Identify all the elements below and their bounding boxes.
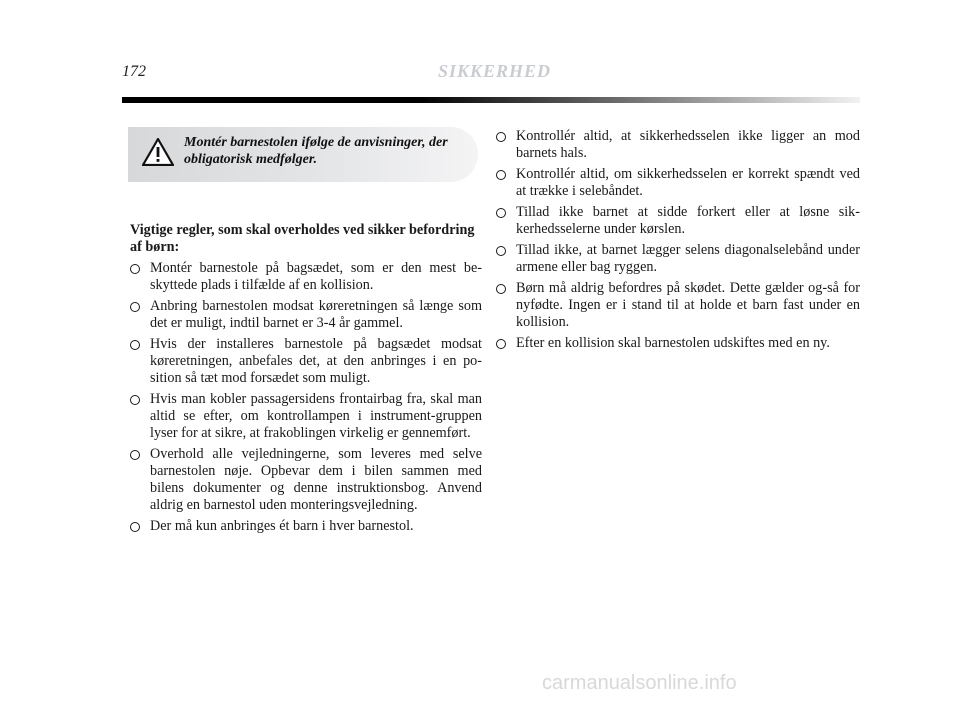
bullet-icon	[496, 132, 506, 142]
watermark: carmanualsonline.info	[542, 672, 737, 694]
list-item: Montér barnestole på bagsædet, som er den mest be-skyttede plads i tilfælde af en kollision.	[130, 260, 482, 294]
bullet-icon	[130, 395, 140, 405]
list-item: Børn må aldrig befordres på skødet. Dette gælder og-så for nyfødte. Ingen er i stand til at holde et barn fast under en kollision.	[496, 280, 860, 331]
rules-list	[130, 260, 482, 535]
list-item: Tillad ikke barnet at sidde forkert eller at løsne sik-kerhedsselerne under kørslen.	[496, 204, 860, 238]
bullet-icon	[130, 340, 140, 350]
list-item: Anbring barnestolen modsat køreretningen så længe som det er muligt, indtil barnet er 3-4 år gammel.	[130, 298, 482, 332]
bullet-icon	[130, 450, 140, 460]
bullet-icon	[496, 284, 506, 294]
list-item: Tillad ikke, at barnet lægger selens diagonalselebånd under armene eller bag ryggen.	[496, 242, 860, 276]
bullet-icon	[130, 522, 140, 532]
header-divider	[122, 97, 860, 103]
warning-box	[128, 127, 478, 182]
rules-heading: Vigtige regler, som skal overholdes ved sikker befordring af børn:	[130, 222, 475, 255]
left-column	[130, 222, 482, 539]
list-item: Overhold alle vejledningerne, som leveres med selve barnestolen nøje. Opbevar dem i bilen sammen med bilens dokumenter og denne instruktionsbog. Anvend aldrig en barnestol uden monteringsvejledning.	[130, 446, 482, 514]
list-item: Kontrollér altid, om sikkerhedsselen er korrekt spændt ved at trække i selebåndet.	[496, 166, 860, 200]
list-item: Der må kun anbringes ét barn i hver barnestol.	[130, 518, 482, 535]
section-title: SIKKERHED	[438, 61, 552, 81]
bullet-icon	[496, 246, 506, 256]
list-item: Hvis man kobler passagersidens frontairbag fra, skal man altid se efter, om kontrollampen i instrument-gruppen lyser for at sikre, at frakoblingen virkelig er gennemført.	[130, 391, 482, 442]
bullet-icon	[496, 339, 506, 349]
right-column	[496, 128, 860, 356]
list-item: Efter en kollision skal barnestolen udskiftes med en ny.	[496, 335, 860, 352]
list-item: Hvis der installeres barnestole på bagsædet modsat køreretningen, anbefales det, at den anbringes i en po-sition så tæt mod forsædet som muligt.	[130, 336, 482, 387]
warning-text: Montér barnestolen ifølge de anvisninger, der obligatorisk medfølger.	[184, 135, 448, 167]
list-item: Kontrollér altid, at sikkerhedsselen ikke ligger an mod barnets hals.	[496, 128, 860, 162]
bullet-icon	[130, 302, 140, 312]
warning-triangle-icon	[142, 138, 174, 166]
rules-list-continued	[496, 128, 860, 352]
bullet-icon	[130, 264, 140, 274]
bullet-icon	[496, 170, 506, 180]
bullet-icon	[496, 208, 506, 218]
page-number: 172	[122, 63, 146, 80]
